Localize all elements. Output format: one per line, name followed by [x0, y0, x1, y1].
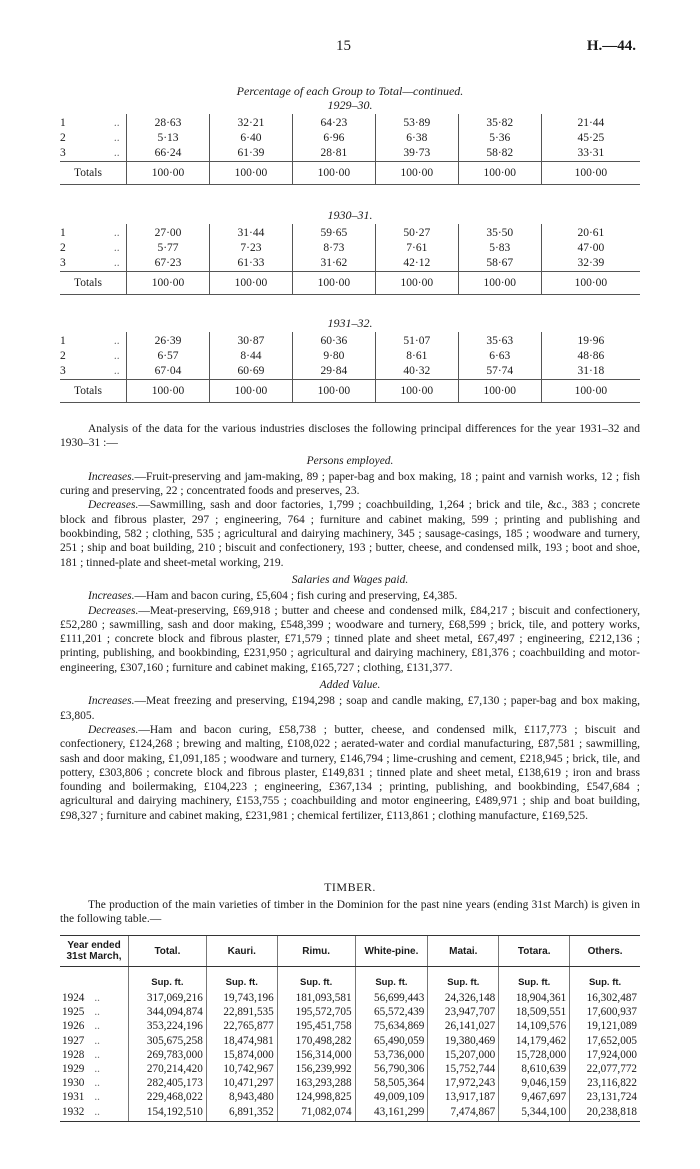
table-cell: 9,046,159 [499, 1076, 570, 1090]
table-cell: 269,783,000 [129, 1048, 207, 1062]
column-header: Kauri. [206, 936, 277, 967]
leader-dots: .. [94, 1105, 100, 1118]
table-cell: 22,891,535 [206, 1005, 277, 1019]
total-cell: 100·00 [458, 162, 541, 185]
table-cell: 8·61 [375, 349, 458, 364]
unit-cell: Sup. ft. [499, 967, 570, 992]
table-cell: 18,904,361 [499, 991, 570, 1005]
table-cell: 50·27 [375, 224, 458, 241]
table-cell: 15,874,000 [206, 1048, 277, 1062]
table-row [60, 256, 640, 272]
unit-cell [60, 967, 129, 992]
leader-dots: .. [113, 365, 120, 377]
total-cell: 100·00 [541, 162, 640, 185]
total-cell: 100·00 [541, 272, 640, 295]
table-cell: 156,314,000 [277, 1048, 355, 1062]
table-row [60, 114, 640, 131]
table-row [60, 1019, 640, 1033]
paragraph-label: Increases. [88, 695, 135, 708]
table-cell: 28·63 [127, 114, 210, 131]
total-cell: 100·00 [209, 380, 292, 403]
block-year: 1931–32. [327, 316, 373, 330]
paragraph [60, 498, 640, 569]
table-cell: 31·18 [541, 364, 640, 380]
table-cell: 23,116,822 [570, 1076, 640, 1090]
table-cell: 65,572,439 [355, 1005, 428, 1019]
paragraph [60, 723, 640, 823]
column-header: Others. [570, 936, 640, 967]
leader-dots: .. [94, 1077, 100, 1090]
table-cell: 6·40 [209, 131, 292, 146]
table-cell: 195,572,705 [277, 1005, 355, 1019]
table-cell: 17,972,243 [428, 1076, 499, 1090]
table-cell: 344,094,874 [129, 1005, 207, 1019]
table-cell: 20·61 [541, 224, 640, 241]
unit-cell: Sup. ft. [206, 967, 277, 992]
year-cell [60, 1048, 129, 1062]
table-cell: 5·13 [127, 131, 210, 146]
table-cell: 47·00 [541, 241, 640, 256]
column-header: White-pine. [355, 936, 428, 967]
totals-label: Totals [60, 380, 127, 403]
total-cell: 100·00 [458, 380, 541, 403]
table-cell: 53,736,000 [355, 1048, 428, 1062]
paragraph-text: —Sawmilling, sash and door factories, 1,799 ; coachbuilding, 1,264 ; brick and tile, &c., 383 ; concrete block and fibrous plaster, 297 ; engineering, 764 ; furniture and cabinet making, 599 ; printing and publishing and bookbinding, 582 ; clothing, 535 ; agricultural and dairying machinery, 345 ; sausage-casings, 185 ; woodware and turnery, 251 ; ship and boat building, 210 ; biscuit and confectionery, 193 ; butter, cheese, and condensed milk, 193 ; boot and shoe, 181 ; tinned-plate and sheet-metal working, 219. [60, 499, 640, 569]
table-cell: 181,093,581 [277, 991, 355, 1005]
timber-heading: TIMBER. [324, 880, 376, 894]
table-cell: 27·00 [127, 224, 210, 241]
year-label: 1924 [62, 992, 85, 1004]
paragraph-text: —Meat freezing and preserving, £194,298 ; soap and candle making, £7,130 ; paper-bag and box making, £3,805. [60, 695, 640, 722]
percentage-table [60, 114, 640, 185]
year-cell [60, 1105, 129, 1122]
table-cell: 60·36 [292, 332, 375, 349]
table-cell: 48·86 [541, 349, 640, 364]
table-row [60, 131, 640, 146]
table-cell: 43,161,299 [355, 1105, 428, 1122]
year-label: 1929 [62, 1063, 85, 1076]
year-cell [60, 1076, 129, 1090]
total-cell: 100·00 [541, 380, 640, 403]
table-cell: 7,474,867 [428, 1105, 499, 1122]
table-cell: 229,468,022 [129, 1090, 207, 1104]
table-cell: 7·23 [209, 241, 292, 256]
total-cell: 100·00 [209, 272, 292, 295]
table-cell: 16,302,487 [570, 991, 640, 1005]
column-header: Total. [129, 936, 207, 967]
table-cell: 31·44 [209, 224, 292, 241]
year-label: 1932 [62, 1105, 85, 1118]
leader-dots: .. [94, 1006, 100, 1019]
paragraph-text: —Ham and bacon curing, £5,604 ; fish curing and preserving, £4,385. [134, 590, 458, 603]
table-cell: 35·82 [458, 114, 541, 131]
paragraph-label: Decreases. [88, 723, 139, 736]
table-row [60, 1005, 640, 1019]
table-cell: 65,490,059 [355, 1034, 428, 1048]
table-cell: 17,652,005 [570, 1034, 640, 1048]
page-header [0, 38, 700, 62]
table-cell: 6·96 [292, 131, 375, 146]
unit-cell: Sup. ft. [355, 967, 428, 992]
table-cell: 26·39 [127, 332, 210, 349]
totals-row [60, 380, 640, 403]
unit-cell: Sup. ft. [277, 967, 355, 992]
table-cell: 13,917,187 [428, 1090, 499, 1104]
total-cell: 100·00 [458, 272, 541, 295]
document-reference: H.—44. [586, 38, 636, 54]
column-header: Matai. [428, 936, 499, 967]
total-cell: 100·00 [375, 272, 458, 295]
paragraph-label: Decreases. [88, 499, 139, 512]
table-cell: 8·44 [209, 349, 292, 364]
year-label: 1928 [62, 1048, 85, 1061]
paragraph [60, 589, 640, 603]
timber-header-row [60, 936, 640, 967]
year-cell [60, 1019, 129, 1033]
leader-dots: .. [113, 132, 120, 144]
table-cell: 57·74 [458, 364, 541, 380]
table-cell: 29·84 [292, 364, 375, 380]
table-cell: 6,891,352 [206, 1105, 277, 1122]
table-cell: 56,790,306 [355, 1062, 428, 1076]
block-year: 1930–31. [327, 208, 373, 222]
table-cell: 64·23 [292, 114, 375, 131]
table-cell: 5,344,100 [499, 1105, 570, 1122]
totals-row [60, 272, 640, 295]
table-cell: 6·38 [375, 131, 458, 146]
table-cell: 67·04 [127, 364, 210, 380]
totals-row [60, 162, 640, 185]
table-cell: 24,326,148 [428, 991, 499, 1005]
paragraph [60, 470, 640, 499]
year-label: 1925 [62, 1006, 85, 1019]
table-cell: 31·62 [292, 256, 375, 272]
table-cell: 317,069,216 [129, 991, 207, 1005]
totals-label: Totals [60, 162, 127, 185]
table-cell: 33·31 [541, 146, 640, 162]
table-cell: 8,943,480 [206, 1090, 277, 1104]
table-cell: 71,082,074 [277, 1105, 355, 1122]
table-cell: 19·96 [541, 332, 640, 349]
year-label: 1927 [62, 1034, 85, 1047]
table-cell: 53·89 [375, 114, 458, 131]
table-cell: 19,380,469 [428, 1034, 499, 1048]
table-cell: 58·82 [458, 146, 541, 162]
table-cell: 39·73 [375, 146, 458, 162]
analysis-text [60, 422, 640, 823]
leader-dots: .. [113, 227, 120, 239]
group-label: 1 [60, 117, 66, 129]
table-row [60, 991, 640, 1005]
block-year: 1929–30. [327, 98, 373, 112]
table-row [60, 364, 640, 380]
table-cell: 156,239,992 [277, 1062, 355, 1076]
table-cell: 23,947,707 [428, 1005, 499, 1019]
table-cell: 8·73 [292, 241, 375, 256]
total-cell: 100·00 [127, 162, 210, 185]
table-row [60, 146, 640, 162]
table-cell: 15,752,744 [428, 1062, 499, 1076]
table-cell: 18,474,981 [206, 1034, 277, 1048]
table-row [60, 1105, 640, 1122]
table-cell: 20,238,818 [570, 1105, 640, 1122]
leader-dots: .. [113, 257, 120, 269]
table-cell: 61·33 [209, 256, 292, 272]
table-cell: 10,471,297 [206, 1076, 277, 1090]
table-cell: 305,675,258 [129, 1034, 207, 1048]
table-cell: 45·25 [541, 131, 640, 146]
table-cell: 22,077,772 [570, 1062, 640, 1076]
table-cell: 19,121,089 [570, 1019, 640, 1033]
table-cell: 59·65 [292, 224, 375, 241]
table-cell: 5·77 [127, 241, 210, 256]
table-cell: 58·67 [458, 256, 541, 272]
table-cell: 8,610,639 [499, 1062, 570, 1076]
leader-dots: .. [113, 350, 120, 362]
group-label: 1 [60, 335, 66, 347]
percentage-table [60, 224, 640, 295]
total-cell: 100·00 [292, 162, 375, 185]
table-cell: 170,498,282 [277, 1034, 355, 1048]
leader-dots: .. [94, 992, 100, 1004]
table-cell: 14,109,576 [499, 1019, 570, 1033]
unit-cell: Sup. ft. [129, 967, 207, 992]
leader-dots: .. [94, 1091, 100, 1104]
table-cell: 15,207,000 [428, 1048, 499, 1062]
table-cell: 17,600,937 [570, 1005, 640, 1019]
table-row [60, 332, 640, 349]
table-cell: 75,634,869 [355, 1019, 428, 1033]
table-cell: 30·87 [209, 332, 292, 349]
table-cell: 32·39 [541, 256, 640, 272]
group-label: 3 [60, 365, 66, 377]
paragraph-label: Decreases. [88, 604, 139, 617]
table-row [60, 1062, 640, 1076]
table-cell: 58,505,364 [355, 1076, 428, 1090]
table-row [60, 1034, 640, 1048]
table-cell: 15,728,000 [499, 1048, 570, 1062]
table-cell: 6·63 [458, 349, 541, 364]
table-cell: 282,405,173 [129, 1076, 207, 1090]
table-cell: 60·69 [209, 364, 292, 380]
table-cell: 270,214,420 [129, 1062, 207, 1076]
leader-dots: .. [113, 117, 120, 129]
group-label: 3 [60, 147, 66, 159]
year-cell [60, 1090, 129, 1104]
year-cell [60, 1062, 129, 1076]
total-cell: 100·00 [375, 380, 458, 403]
table-row [60, 1076, 640, 1090]
table-cell: 22,765,877 [206, 1019, 277, 1033]
paragraph [60, 604, 640, 675]
table-cell: 35·50 [458, 224, 541, 241]
total-cell: 100·00 [375, 162, 458, 185]
paragraph-text: —Fruit-preserving and jam-making, 89 ; paper-bag and box making, 18 ; paint and varnish works, 12 ; fish curing and preserving, 22 ; concentrated foods and preserves, 23. [60, 470, 640, 498]
table-row [60, 1048, 640, 1062]
timber-table [60, 935, 640, 1122]
table-cell: 35·63 [458, 332, 541, 349]
table-cell: 163,293,288 [277, 1076, 355, 1090]
table-cell: 61·39 [209, 146, 292, 162]
leader-dots: .. [113, 335, 120, 347]
table-cell: 5·36 [458, 131, 541, 146]
table-cell: 40·32 [375, 364, 458, 380]
year-label: 1926 [62, 1020, 85, 1033]
table-row [60, 241, 640, 256]
section-title: Persons employed. [306, 454, 394, 467]
group-label: 2 [60, 350, 66, 362]
column-header: Rimu. [277, 936, 355, 967]
paragraph-text: —Ham and bacon curing, £58,738 ; butter, cheese, and condensed milk, £117,773 ; biscuit and confectionery, £124,268 ; brewing and malting, £108,022 ; aerated-water and cordial manufacturing, £87,581 ; sawmilling, sash and door making, £1,091,185 ; woodware and turnery, £146,794 ; lime-crushing and cement, £218,945 ; brick, tile, and pottery, £303,806 ; concrete block and fibrous plaster, £149,831 ; tinned plate and sheet metal, £138,619 ; iron and brass founding and boilermaking, £104,223 ; engineering, £367,134 ; printing, publishing, and bookbinding, £547,684 ; agricultural and dairying machinery, £153,755 ; coachbuilding and motor engineering, £489,971 ; ship and boat building, £98,327 ; furniture and cabinet making, £231,981 ; chemical fertilizer, £113,861 ; clothing manufacture, £169,525. [60, 723, 640, 822]
paragraph-text: —Meat-preserving, £69,918 ; butter and cheese and condensed milk, £84,217 ; biscuit and confectionery, £52,280 ; sawmilling, sash and door making, £548,399 ; woodware and turnery, £68,599 ; brick, tile, and pottery works, £111,201 ; concrete block and fibrous plaster, £71,579 ; tinned plate and sheet metal, £67,497 ; engineering, £212,136 ; printing, publishing, and bookbinding, £231,950 ; agricultural and dairying machinery, £81,376 ; coachbuilding and motor-engineering, £307,160 ; furniture and cabinet making, £165,727 ; clothing, £131,377. [60, 604, 640, 674]
paragraph-label: Increases. [88, 470, 135, 483]
units-row [60, 967, 640, 992]
year-cell [60, 1005, 129, 1019]
table-cell: 56,699,443 [355, 991, 428, 1005]
table-cell: 49,009,109 [355, 1090, 428, 1104]
timber-intro: The production of the main varieties of timber in the Dominion for the past nine years (ending 31st March) is given in the following table.— [60, 899, 640, 926]
group-label: 2 [60, 242, 66, 254]
leader-dots: .. [94, 1048, 100, 1061]
total-cell: 100·00 [292, 380, 375, 403]
leader-dots: .. [113, 147, 120, 159]
total-cell: 100·00 [292, 272, 375, 295]
table-cell: 5·83 [458, 241, 541, 256]
table-cell: 66·24 [127, 146, 210, 162]
paragraph-label: Increases. [88, 590, 135, 603]
table-cell: 67·23 [127, 256, 210, 272]
table-cell: 7·61 [375, 241, 458, 256]
year-cell [60, 1034, 129, 1048]
leader-dots: .. [94, 1020, 100, 1033]
analysis-intro: Analysis of the data for the various industries discloses the following principal differences for the year 1931–32 and 1930–31 :— [60, 423, 640, 450]
table-row [60, 1090, 640, 1104]
table-cell: 21·44 [541, 114, 640, 131]
group-label: 1 [60, 227, 66, 239]
table-cell: 6·57 [127, 349, 210, 364]
table-cell: 9,467,697 [499, 1090, 570, 1104]
table-cell: 124,998,825 [277, 1090, 355, 1104]
group-label: 2 [60, 132, 66, 144]
paragraph [60, 694, 640, 723]
table-cell: 32·21 [209, 114, 292, 131]
year-label: 1930 [62, 1077, 85, 1090]
group-label: 3 [60, 257, 66, 269]
year-cell [60, 991, 129, 1005]
table-cell: 353,224,196 [129, 1019, 207, 1033]
timber-intro-block [60, 898, 640, 927]
total-cell: 100·00 [127, 380, 210, 403]
table-cell: 23,131,724 [570, 1090, 640, 1104]
table-cell: 28·81 [292, 146, 375, 162]
percentage-table [60, 332, 640, 403]
table-cell: 51·07 [375, 332, 458, 349]
table-cell: 18,509,551 [499, 1005, 570, 1019]
unit-cell: Sup. ft. [570, 967, 640, 992]
table-cell: 17,924,000 [570, 1048, 640, 1062]
table-cell: 9·80 [292, 349, 375, 364]
table-cell: 19,743,196 [206, 991, 277, 1005]
percentage-caption: Percentage of each Group to Total—continued. [236, 84, 464, 98]
table-row [60, 349, 640, 364]
table-cell: 154,192,510 [129, 1105, 207, 1122]
table-row [60, 224, 640, 241]
unit-cell: Sup. ft. [428, 967, 499, 992]
section-title: Salaries and Wages paid. [291, 573, 409, 586]
table-cell: 195,451,758 [277, 1019, 355, 1033]
table-cell: 26,141,027 [428, 1019, 499, 1033]
leader-dots: .. [94, 1034, 100, 1047]
column-header: Totara. [499, 936, 570, 967]
table-cell: 42·12 [375, 256, 458, 272]
leader-dots: .. [113, 242, 120, 254]
total-cell: 100·00 [209, 162, 292, 185]
year-label: 1931 [62, 1091, 85, 1104]
table-cell: 14,179,462 [499, 1034, 570, 1048]
total-cell: 100·00 [127, 272, 210, 295]
column-header: Year ended 31st March, [60, 936, 129, 967]
section-title: Added Value. [319, 679, 381, 692]
table-cell: 10,742,967 [206, 1062, 277, 1076]
page-number: 15 [336, 38, 351, 54]
totals-label: Totals [60, 272, 127, 295]
leader-dots: .. [94, 1063, 100, 1076]
